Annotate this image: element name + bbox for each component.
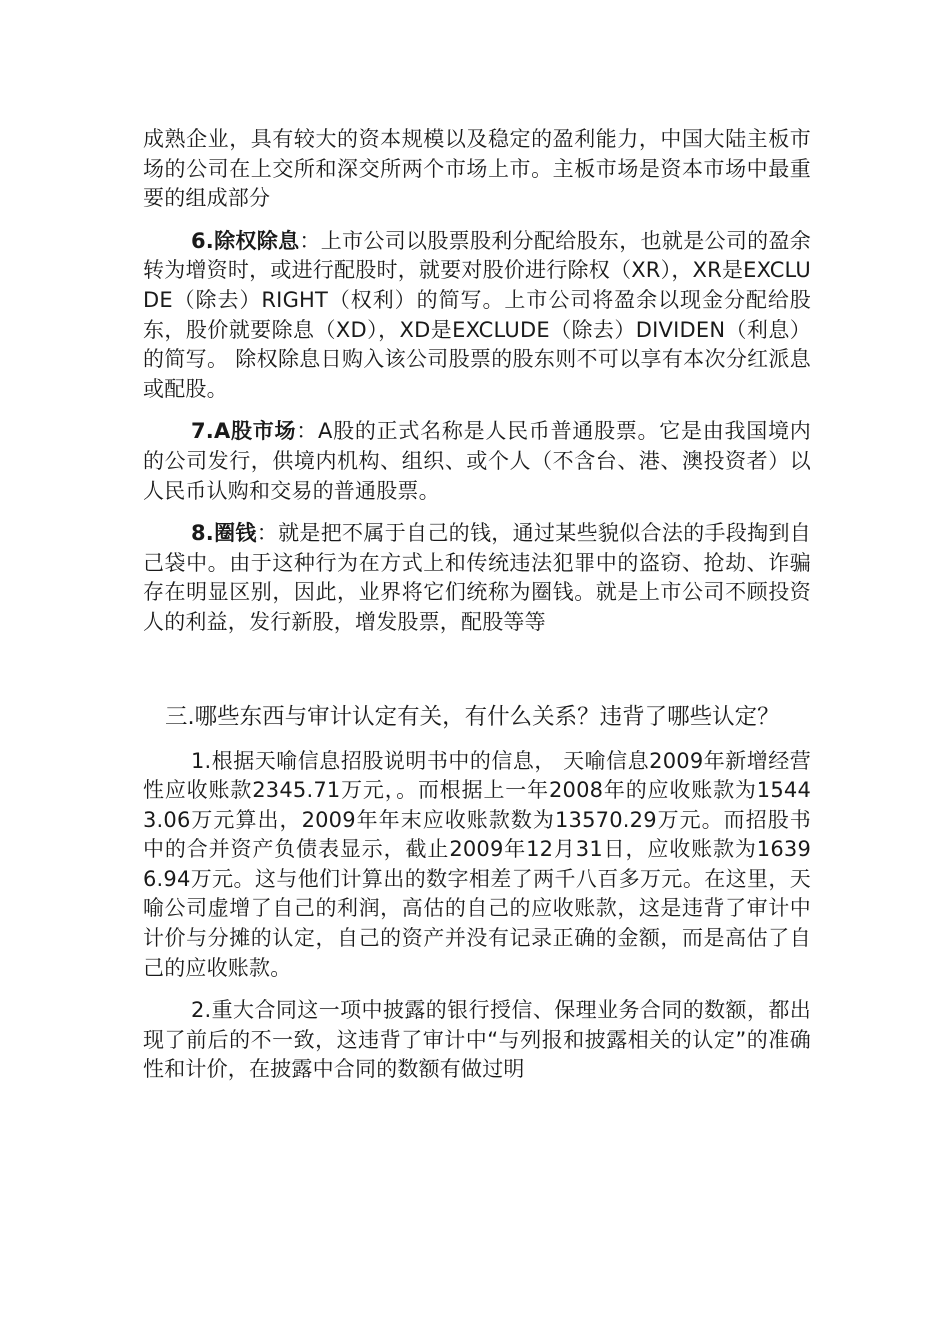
definition-separator: ： — [296, 419, 318, 444]
definition-separator: ： — [256, 521, 279, 546]
intro-paragraph: 成熟企业，具有较大的资本规模以及稳定的盈利能力，中国大陆主板市场的公司在上交所和深交所两个市场上市。主板市场是资本市场中最重要的组成部分 — [143, 127, 811, 211]
definition-a-share-market — [143, 417, 811, 506]
definition-term: 7.A股市场 — [191, 419, 297, 444]
analysis-paragraph-1: 1.根据天喻信息招股说明书中的信息， 天喻信息2009年新增经营性应收账款2345.71万元，。而根据上一年2008年的应收账款为15443.06万元算出，2009年年末应收账款数为13570.29万元。而招股书中的合并资产负债表显示，截止2009年12月31日，应收账款为16396.94万元。这与他们计算出的数字相差了两千八百多万元。在这里，天喻公司虚增了自己的利润，高估的自己的应收账款，这是违背了审计中计价与分摊的认定，自己的资产并没有记录正确的金额，而是高估了自己的应收账款。 — [143, 748, 811, 980]
definition-money-grab — [143, 519, 811, 637]
definition-text: A股的正式名称是人民币普通股票。它是由我国境内的公司发行，供境内机构、组织、或个人（不含台、港、澳投资者）以人民币认购和交易的普通股票。 — [143, 419, 811, 503]
analysis-paragraph-2: 2.重大合同这一项中披露的银行授信、保理业务合同的数额，都出现了前后的不一致，这违背了审计中“与列报和披露相关的认定”的准确性和计价，在披露中合同的数额有做过明 — [143, 998, 811, 1082]
definition-text: 就是把不属于自己的钱，通过某些貌似合法的手段掏到自己袋中。由于这种行为在方式上和传统违法犯罪中的盗窃、抢劫、诈骗存在明显区别，因此，业界将它们统称为圈钱。就是上市公司不顾投资人的利益，发行新股，增发股票，配股等等 — [143, 521, 812, 634]
definition-text: 上市公司以股票股利分配给股东，也就是公司的盈余转为增资时，或进行配股时，就要对股价进行除权（XR），XR是EXCLUDE（除去）RIGHT（权利）的简写。上市公司将盈余以现金分配给股东，股价就要除息（XD），XD是EXCLUDE（除去）DIVIDEN（利息）的简写。 除权除息日购入该公司股票的股东则不可以享有本次分红派息或配股。 — [143, 228, 811, 401]
definition-separator: ： — [299, 228, 321, 253]
definition-term: 8.圈钱 — [191, 521, 257, 546]
definition-ex-rights — [143, 227, 811, 405]
section-heading: 三.哪些东西与审计认定有关，有什么关系？违背了哪些认定？ — [165, 703, 780, 730]
document-page — [143, 125, 811, 1098]
definition-term: 6.除权除息 — [191, 228, 300, 253]
